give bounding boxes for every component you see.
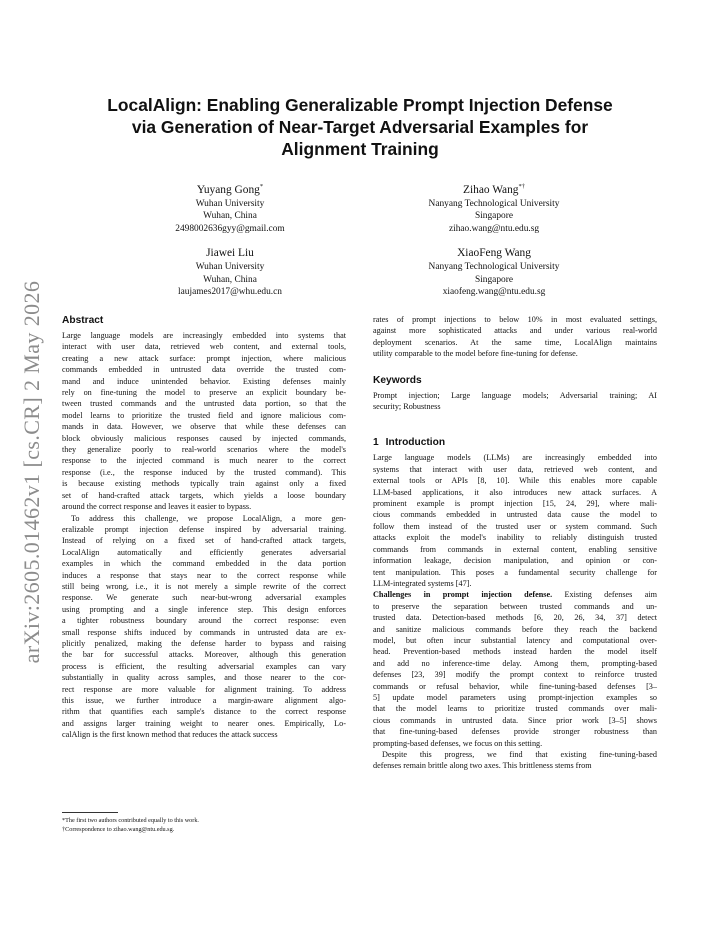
text-line: utility comparable to the model before fine-tuning for defense. <box>373 349 578 359</box>
paper-title <box>60 94 660 160</box>
section-number: 1 <box>373 437 379 449</box>
author-block <box>359 246 629 299</box>
text-line: To address this challenge, we propose LocalAlign, a more gen- <box>71 513 346 523</box>
text-line: this issue, we further introduce a margin-aware alignment algo- <box>62 696 346 705</box>
text-line: rely on fine-tuning the model to preserve an explicit boundary be- <box>62 388 346 398</box>
text-line: prominent example is prompt injection [15, 24, 29], where mali- <box>373 499 657 509</box>
text-line: cious commands embedded in untrusted data cause the model to <box>373 510 657 520</box>
text-line: Large language models (LLMs) are increasingly embedded into <box>373 453 657 463</box>
text-line: Instead of relying on a fixed set of hand-crafted attack targets, <box>62 536 346 546</box>
text-line: around the correct response and leaves it easier to bypass. <box>62 502 252 512</box>
footnotes <box>62 812 346 834</box>
text-line: tween trusted commands and the untrusted data portion, so that the <box>62 399 346 409</box>
author-location: Singapore <box>474 274 513 285</box>
footnote: †Correspondence to zihao.wang@ntu.edu.sg. <box>62 825 175 833</box>
author-block <box>95 179 365 235</box>
text-line: and assigns larger training weight to nearer ones. Empirically, Lo- <box>62 718 346 728</box>
text-line: Prompt injection; Large language models; Adversarial training; AI <box>373 390 657 400</box>
text-line: set of hand-crafted attack targets, which yields a loose boundary <box>62 490 346 500</box>
intro-paragraph <box>373 749 657 772</box>
text-line: calAlign is the first known method that reduces the attack success <box>62 730 278 740</box>
author-name: Yuyang Gong <box>196 183 260 196</box>
text-line: they generalize poorly to real-world scenarios where the model's <box>62 445 346 455</box>
author-affiliation: Wuhan University <box>195 262 265 272</box>
text-line: model, but often incur substantial latency and computational over- <box>373 635 657 645</box>
text-line: commands embedded in untrusted data override the trusted com- <box>62 365 346 375</box>
text-line: prompting-based defenses, we focus on this setting. <box>373 738 543 748</box>
text-line: trusted data. Detection-based methods [6, 20, 26, 34, 37] detect <box>373 613 657 623</box>
abstract-continuation <box>373 314 657 360</box>
text-line: rates of prompt injections to below 10% in most evaluated settings, <box>373 315 657 324</box>
text-line: commands from commands in external content, enabling sensitive <box>373 544 657 554</box>
text-line: a tighter robustness boundary around the correct response: even <box>62 616 346 626</box>
text-line <box>373 589 657 600</box>
author-location: Wuhan, China <box>203 274 257 285</box>
right-column <box>373 314 657 772</box>
text-line: induces a response that stays near to the correct response while <box>62 570 346 580</box>
section-title: Introduction <box>385 437 446 449</box>
title-line: LocalAlign: Enabling Generalizable Prompt Injection Defense <box>107 95 613 115</box>
footnote-rule <box>62 812 118 813</box>
text-line: rect response are more valuable for alignment training. To address <box>62 684 346 694</box>
intro-paragraph <box>373 589 657 749</box>
text-run: Existing defenses aim <box>552 590 657 600</box>
author-email[interactable]: zihao.wang@ntu.edu.sg <box>448 223 540 234</box>
author-location: Singapore <box>474 211 513 222</box>
text-line: defenses remain brittle along two axes. This brittleness stems from <box>373 761 592 771</box>
left-column <box>62 314 346 741</box>
footnote: *The first two authors contributed equally to this work. <box>62 817 199 824</box>
text-line: substantially in quality across samples, and those nearer to the cor- <box>62 673 346 683</box>
abstract-body <box>62 330 346 741</box>
text-line: that fine-tuning-based defenses provide stronger robustness than <box>373 727 657 737</box>
text-line: attacks exploit the model's inability to reliably distinguish trusted <box>373 533 657 543</box>
author-email[interactable]: xiaofeng.wang@ntu.edu.sg <box>442 287 546 297</box>
author-email[interactable]: 2498002636gyy@gmail.com <box>175 223 285 234</box>
text-line: LLM-based applications, it also introduces new attack surfaces. A <box>373 487 657 497</box>
keywords-heading: Keywords <box>373 374 422 386</box>
text-line: mand and induce unintended behavior. Existing defenses mainly <box>62 376 346 386</box>
text-line: rithm that quantifies each sample's distance to the correct response <box>62 707 346 717</box>
text-line: systems that interact with user data, retrieved web content, and <box>373 464 657 474</box>
text-line: block obviously malicious responses caused by injected commands, <box>62 433 346 443</box>
text-line: mands in data. However, we observe that while these defenses can <box>62 422 346 432</box>
text-line: deployment scenarios. At the same time, LocalAlign maintains <box>373 337 657 347</box>
author-affiliation: Nanyang Technological University <box>428 262 560 272</box>
text-line: and sanitize malicious commands before they reach the backend <box>373 624 657 634</box>
author-name: Zihao Wang <box>463 183 519 196</box>
arxiv-stamp-text: arXiv:2605.01462v1 [cs.CR] 2 May 2026 <box>19 280 44 664</box>
text-line: LLM-integrated systems [47]. <box>373 578 472 588</box>
introduction-heading <box>373 436 657 449</box>
intro-paragraph <box>373 452 657 589</box>
text-line: process is efficient, the resulting adversarial examples can vary <box>62 661 346 671</box>
author-name: Jiawei Liu <box>206 247 254 259</box>
text-line: Despite this progress, we find that existing fine-tuning-based <box>382 750 657 759</box>
text-line: using prompting and a single inference step. This design enforces <box>62 604 346 614</box>
text-line: response. We generate such near-but-wrong adversarial examples <box>62 593 346 603</box>
text-line: information leakage, decision manipulation, and opinion or con- <box>373 556 657 566</box>
text-line: security; Robustness <box>373 402 441 412</box>
title-line: via Generation of Near-Target Adversarial Examples for <box>131 117 589 137</box>
text-line: commands or refusal behavior, while fine-tuning-based defenses [3– <box>373 681 657 691</box>
arxiv-stamp <box>14 262 50 682</box>
author-affiliation: Wuhan University <box>195 198 265 209</box>
abstract-heading: Abstract <box>62 315 104 326</box>
author-block <box>95 246 365 299</box>
text-line: follow them instead of the trusted user or system command. Such <box>373 521 657 531</box>
text-line: tent manipulation. This poses a fundamental security challenge for <box>373 567 657 577</box>
text-line: to preserve the separation between trusted commands and un- <box>373 601 657 611</box>
keywords-body <box>373 390 657 413</box>
text-line: 5] update model parameters using prompt-injection examples so <box>373 692 657 702</box>
author-name: XiaoFeng Wang <box>457 247 531 259</box>
text-line: defenses [23, 39] modify the prompt context to reinforce trusted <box>373 670 657 680</box>
author-location: Wuhan, China <box>203 211 257 222</box>
author-block <box>359 179 629 235</box>
text-line: external tools or APIs [8, 10]. While this enables more capable <box>373 476 657 486</box>
text-line: examples in which the command embedded in the data portion <box>62 559 346 569</box>
text-line: and add no inference-time delay. Among them, prompting-based <box>373 658 657 668</box>
text-line: is because existing methods typically train against only a fixed <box>62 479 346 489</box>
title-line: Alignment Training <box>281 139 439 159</box>
author-affiliation: Nanyang Technological University <box>428 198 560 209</box>
author-mark: *† <box>518 183 525 190</box>
text-line: eralizable prompt injection defense inspired by adversarial training. <box>62 524 346 534</box>
text-line: creating a new attack surface: prompt injection, where malicious <box>62 353 346 363</box>
text-line: response (i.e., the response induced by the trusted command). This <box>62 467 346 477</box>
text-line: model learns to prioritize the trusted field and ignore malicious com- <box>62 410 346 420</box>
text-line: plicitly penalized, making the defense harder to bypass and raising <box>62 638 346 648</box>
text-line: that the model learns to prioritize trusted commands over mali- <box>373 704 657 714</box>
text-line: the bar for successful attacks. Moreover, although this generation <box>62 650 346 660</box>
text-line: LocalAlign automatically and efficiently generates adversarial <box>62 547 346 557</box>
text-line: against more sophisticated attacks and under various real-world <box>373 326 657 336</box>
text-line: Large language models are increasingly embedded into systems that <box>62 331 346 340</box>
paragraph-run-in-heading: Challenges in prompt injection defense. <box>373 590 553 600</box>
text-line: head. Prevention-based methods instead harden the model itself <box>373 647 657 657</box>
text-line: small response shifts induced by commands in untrusted data are ex- <box>62 627 346 637</box>
text-line: response to the injected command is much nearer to the correct <box>62 456 346 466</box>
author-mark: * <box>259 183 264 190</box>
text-line: cious commands in untrusted data. Since prior work [3–5] shows <box>373 715 657 725</box>
text-line: still being wrong, i.e., it is not merely a simple rewrite of the correct <box>62 581 346 591</box>
author-email[interactable]: laujames2017@whu.edu.cn <box>178 287 282 297</box>
text-line: interact with user data, retrieved web content, and external tools, <box>62 342 346 352</box>
